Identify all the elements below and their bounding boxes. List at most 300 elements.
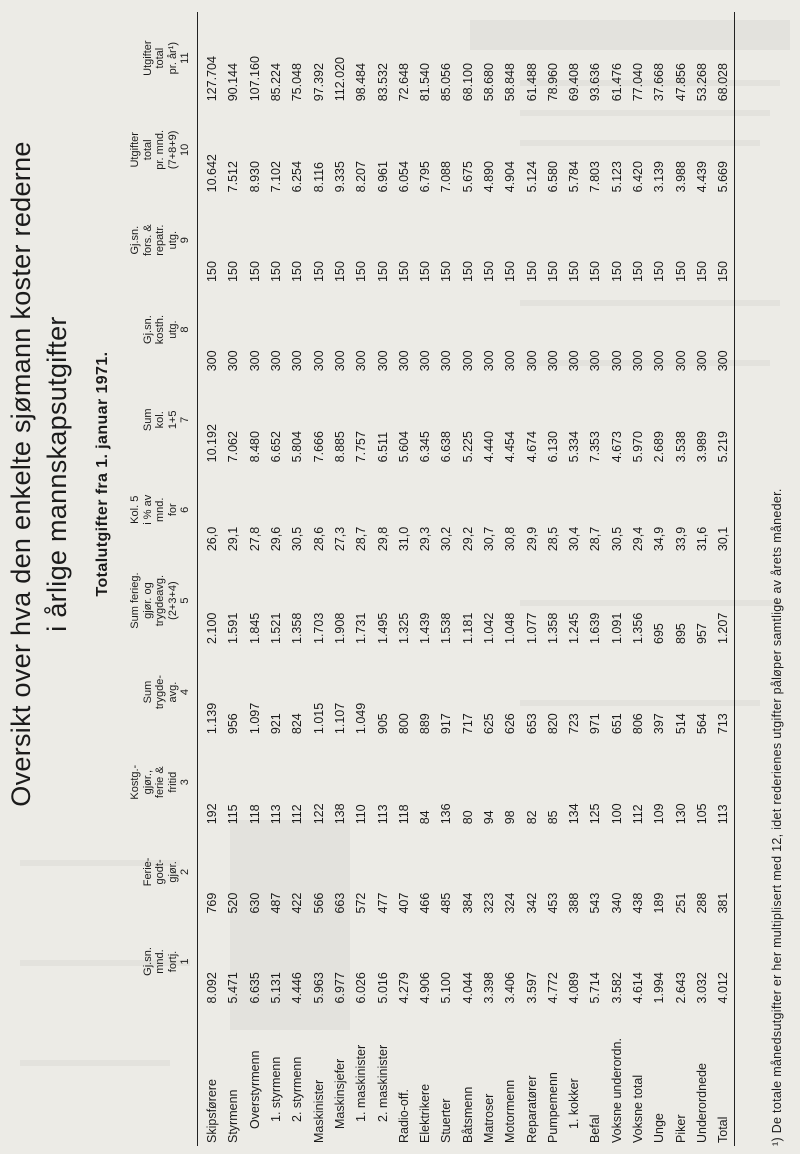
table-cell: 1.077	[524, 612, 539, 644]
table-cell: 466	[418, 892, 433, 914]
table-cell: 438	[631, 892, 646, 914]
table-cell: 300	[545, 350, 560, 372]
table-cell: 7.102	[269, 161, 284, 193]
header-line: kol.	[154, 411, 166, 429]
table-row	[478, 12, 499, 1146]
header-line: fortj.	[166, 950, 179, 973]
header-line: (2+3+4)	[166, 581, 179, 620]
table-cell: 5.124	[524, 161, 539, 193]
table-cell: 625	[482, 713, 496, 735]
table-cell: 127.704	[205, 56, 220, 102]
table-cell: 83.532	[375, 63, 390, 102]
table-cell: 4.904	[503, 161, 518, 193]
table-cell: 110	[354, 804, 369, 825]
table-cell: 340	[609, 892, 624, 914]
table-cell: 1.091	[609, 612, 624, 644]
table-cell: 4.772	[545, 972, 560, 1004]
table-cell: 3.582	[609, 972, 624, 1004]
table-cell: 69.408	[567, 63, 582, 102]
table-cell: 81.540	[418, 63, 433, 102]
table-row	[521, 12, 542, 1146]
table-cell: 1.591	[226, 612, 241, 644]
table-cell: 1.703	[311, 612, 326, 644]
table-row	[436, 12, 457, 1146]
table-cell: 84	[418, 810, 433, 825]
row-label: Voksne total	[631, 1074, 646, 1143]
table-row	[500, 12, 521, 1146]
table-cell: 8.116	[311, 161, 326, 193]
table-cell: 28,7	[354, 526, 369, 552]
table-cell: 30,7	[482, 526, 496, 552]
table-cell: 695	[652, 623, 667, 644]
table-cell: 300	[290, 350, 305, 372]
column-header-4	[125, 647, 197, 737]
header-line: ferie &	[154, 766, 166, 799]
table-row	[414, 12, 435, 1146]
table-cell: 100	[609, 803, 624, 825]
table-row	[713, 12, 735, 1146]
column-header-2	[125, 827, 197, 916]
table-row	[223, 12, 244, 1146]
table-cell: 514	[673, 713, 688, 735]
table-cell: 300	[567, 350, 582, 372]
table-row	[585, 12, 606, 1146]
document-title: Oversikt over hva den enkelte sjømann koster rederne	[6, 141, 36, 807]
row-label: 2. maskinister	[375, 1044, 390, 1122]
table-cell: 189	[652, 892, 667, 914]
table-cell: 6.026	[354, 972, 369, 1004]
table-cell: 150	[567, 261, 582, 282]
table-cell: 5.804	[290, 431, 305, 463]
row-label: Radio-off.	[396, 1089, 411, 1143]
table-cell: 6.580	[545, 161, 560, 193]
row-label: Maskinsjefer	[332, 1058, 347, 1129]
header-line: 3	[179, 779, 191, 786]
table-cell: 1.107	[332, 702, 347, 735]
table-cell: 7.062	[226, 431, 241, 463]
table-cell: 98	[503, 810, 518, 825]
table-cell: 28,6	[311, 526, 326, 552]
table-cell: 1.358	[545, 612, 560, 644]
table-cell: 8.207	[354, 161, 369, 193]
table-cell: 109	[652, 803, 667, 825]
table-cell: 905	[375, 713, 390, 735]
table-row	[351, 12, 372, 1146]
table-cell: 651	[609, 713, 624, 735]
table-cell: 543	[588, 892, 603, 914]
row-label: Overstyrmenn	[247, 1050, 262, 1129]
header-line: 1	[179, 958, 191, 965]
table-cell: 300	[439, 350, 454, 372]
table-cell: 572	[354, 892, 369, 914]
table-cell: 150	[375, 261, 390, 282]
table-cell: 300	[247, 350, 262, 372]
row-label: Maskinister	[311, 1079, 326, 1143]
table-cell: 6.054	[396, 161, 411, 193]
table-cell: 29,2	[460, 526, 475, 552]
header-line: mnd.	[154, 949, 166, 974]
table-cell: 1.139	[205, 702, 220, 735]
table-cell: 5.334	[567, 431, 582, 463]
table-cell: 136	[439, 803, 454, 825]
table-cell: 300	[631, 350, 646, 372]
document-title-line-2: i årlige mannskapsutgifter	[42, 316, 72, 632]
table-cell: 150	[311, 261, 326, 282]
table-cell: 5.963	[311, 972, 326, 1004]
table-cell: 5.016	[375, 972, 390, 1004]
table-cell: 4.279	[396, 972, 411, 1004]
header-line: kosth.	[154, 314, 166, 345]
header-line: utg.	[166, 230, 179, 250]
table-cell: 5.123	[609, 161, 624, 193]
table-cell: 3.406	[503, 972, 518, 1004]
table-cell: 75.048	[290, 63, 305, 102]
table-cell: 8.885	[332, 431, 347, 463]
table-cell: 300	[713, 285, 735, 374]
header-line: pr. mnd.	[154, 129, 166, 170]
table-cell: 150	[482, 261, 496, 282]
table-cell: 10.642	[205, 154, 220, 193]
table-cell: 29,8	[375, 526, 390, 552]
table-cell: 300	[673, 350, 688, 372]
row-label: Voksne underordn.	[609, 1038, 624, 1143]
table-cell: 107.160	[247, 56, 262, 102]
table-cell: 150	[673, 261, 688, 282]
table-cell: 300	[588, 350, 603, 372]
table-cell: 1.049	[354, 702, 369, 735]
table-cell: 7.757	[354, 431, 369, 463]
table-cell: 8.930	[247, 161, 262, 193]
table-cell: 134	[567, 803, 582, 825]
table-cell: 28,5	[545, 526, 560, 552]
table-cell: 4.674	[524, 431, 539, 463]
table-cell: 630	[247, 892, 262, 914]
table-cell: 1.245	[567, 612, 582, 644]
table-cell: 4.439	[694, 161, 709, 193]
header-line: Gj.sn.	[129, 225, 141, 255]
column-header-7	[125, 374, 197, 465]
header-line: 1+5	[166, 410, 179, 430]
table-cell: 300	[332, 350, 347, 372]
table-cell: 150	[545, 261, 560, 282]
table-cell: 713	[713, 647, 735, 737]
table-row	[564, 12, 585, 1146]
table-cell: 112	[631, 804, 646, 825]
header-line: (7+8+9)	[166, 130, 179, 170]
table-cell: 150	[631, 261, 646, 282]
table-row	[372, 12, 393, 1146]
table-cell: 8.092	[205, 972, 220, 1004]
table-body	[197, 12, 734, 1146]
table-cell: 29,6	[269, 526, 284, 552]
table-cell: 2.100	[205, 612, 220, 644]
table-cell: 85.056	[439, 63, 454, 102]
header-line: mnd.	[154, 497, 166, 522]
table-cell: 150	[418, 261, 433, 282]
table-cell: 300	[226, 350, 241, 372]
table-cell: 288	[694, 892, 709, 914]
table-cell: 1.439	[418, 612, 433, 644]
table-cell: 626	[503, 713, 518, 735]
table-cell: 47.856	[673, 63, 688, 102]
table-cell: 58.848	[503, 63, 518, 102]
header-line: Utgifter	[141, 40, 154, 76]
header-line: total	[141, 139, 154, 161]
table-cell: 58.680	[482, 63, 496, 102]
table-cell: 4.044	[460, 972, 475, 1004]
header-line: Sum	[141, 680, 154, 704]
table-cell: 1.207	[713, 554, 735, 647]
row-label: Pumpemenn	[545, 1072, 560, 1143]
table-cell: 118	[247, 804, 262, 825]
table-cell: 150	[354, 261, 369, 282]
table-cell: 7.803	[588, 161, 603, 193]
table-cell: 61.476	[609, 63, 624, 102]
header-line: for	[166, 503, 179, 517]
table-cell: 30,5	[609, 526, 624, 552]
table-cell: 6.254	[290, 161, 305, 193]
table-cell: 53.268	[694, 63, 709, 102]
header-line: trygdeavg.	[154, 574, 166, 627]
table-cell: 29,9	[524, 526, 539, 552]
table-cell: 1.356	[631, 612, 646, 644]
table-cell: 4.454	[503, 431, 518, 463]
table-cell: 663	[332, 892, 347, 914]
table-cell: 388	[567, 892, 582, 914]
table-cell: 5.100	[439, 972, 454, 1004]
row-label: Skipsførere	[205, 1079, 220, 1143]
table-cell: 300	[460, 350, 475, 372]
table-cell: 105	[694, 803, 709, 825]
table-cell: 717	[460, 713, 475, 735]
table-cell: 29,4	[631, 526, 646, 552]
header-line: Gj.sn.	[141, 315, 154, 344]
table-cell: 323	[482, 892, 496, 914]
table-row	[457, 12, 478, 1146]
table-row	[197, 12, 223, 1146]
table-cell: 957	[694, 623, 709, 644]
table-cell: 4.614	[631, 972, 646, 1004]
table-row	[329, 12, 350, 1146]
header-line: Sum	[141, 408, 154, 432]
table-cell: 90.144	[226, 63, 241, 102]
header-line: Sum ferieg.	[129, 572, 141, 629]
table-cell: 150	[694, 261, 709, 282]
table-cell: 889	[418, 713, 433, 735]
header-line: Gj.sn.	[141, 947, 154, 976]
table-cell: 895	[673, 623, 688, 644]
table-cell: 806	[631, 713, 646, 735]
table-cell: 27,3	[332, 526, 347, 552]
table-cell: 112.020	[332, 57, 347, 102]
table-cell: 653	[524, 713, 539, 735]
column-header-9	[125, 195, 197, 285]
header-line: 7	[179, 416, 191, 423]
row-label: Unge	[652, 1113, 667, 1143]
table-cell: 1.538	[439, 612, 454, 644]
table-cell: 94	[482, 810, 496, 825]
column-header-6	[125, 465, 197, 554]
header-line: avg.	[166, 681, 179, 703]
table-cell: 37.668	[652, 63, 667, 102]
table-cell: 485	[439, 892, 454, 914]
row-label: Båtsmenn	[460, 1086, 475, 1143]
table-cell: 453	[545, 892, 560, 914]
table-cell: 68.100	[460, 63, 475, 102]
table-cell: 125	[588, 803, 603, 825]
table-cell: 566	[311, 892, 326, 914]
table-row	[606, 12, 627, 1146]
table-cell: 6.130	[545, 431, 560, 463]
table-cell: 85.224	[269, 63, 284, 102]
table-cell: 1.845	[247, 612, 262, 644]
table-cell: 300	[354, 350, 369, 372]
table-cell: 300	[375, 350, 390, 372]
table-cell: 1.042	[482, 612, 496, 644]
table-cell: 407	[396, 892, 411, 914]
table-cell: 1.181	[460, 612, 475, 644]
table-cell: 10.192	[205, 424, 220, 463]
table-cell: 4.890	[482, 161, 496, 193]
table-cell: 192	[205, 803, 220, 825]
table-cell: 1.358	[290, 612, 305, 644]
header-line: Utgifter	[129, 132, 141, 168]
table-cell: 1.639	[588, 612, 603, 644]
table-cell: 3.597	[524, 972, 539, 1004]
table-cell: 7.666	[311, 431, 326, 463]
table-cell: 150	[396, 261, 411, 282]
table-cell: 2.689	[652, 431, 667, 463]
table-cell: 4.089	[567, 972, 582, 1004]
table-cell: 7.512	[226, 161, 241, 193]
header-line: 6	[179, 506, 191, 513]
table-cell: 150	[269, 261, 284, 282]
table-cell: 3.139	[652, 161, 667, 193]
table-cell: 80	[460, 810, 475, 825]
table-cell: 5.669	[713, 104, 735, 195]
table-cell: 3.032	[694, 972, 709, 1004]
table-cell: 150	[226, 261, 241, 282]
row-label: Stuerter	[439, 1098, 454, 1143]
table-cell: 820	[545, 713, 560, 735]
row-label: 2. styrmenn	[290, 1056, 305, 1122]
table-cell: 3.538	[673, 431, 688, 463]
table-cell: 300	[694, 350, 709, 372]
table-cell: 28,7	[588, 526, 603, 552]
table-cell: 3.398	[482, 972, 496, 1004]
table-cell: 300	[311, 350, 326, 372]
table-row	[542, 12, 563, 1146]
table-cell: 33,9	[673, 526, 688, 552]
column-header-5	[125, 554, 197, 647]
table-cell: 115	[226, 804, 241, 825]
table-cell: 5.225	[460, 431, 475, 463]
table-cell: 26,0	[205, 526, 220, 552]
header-line: i % av	[141, 494, 154, 525]
table-cell: 1.521	[269, 612, 284, 644]
table-cell: 150	[332, 261, 347, 282]
header-line: gjør.	[166, 861, 179, 883]
row-label: Elektrikere	[418, 1083, 433, 1143]
table-row	[287, 12, 308, 1146]
table-cell: 98.484	[354, 63, 369, 102]
table-row	[649, 12, 670, 1146]
table-cell: 824	[290, 713, 305, 735]
footnote: ¹) De totale månedsutgifter er her multiplisert med 12, idet rederienes utgifter påløper samtlige av årets måneder.	[770, 488, 784, 1146]
table-cell: 9.335	[332, 161, 347, 193]
header-line: gjør.,	[141, 769, 154, 795]
table-cell: 30,8	[503, 526, 518, 552]
table-cell: 1.097	[247, 702, 262, 735]
header-line: 8	[179, 326, 191, 333]
table-cell: 1.994	[652, 972, 667, 1004]
table-cell: 300	[269, 350, 284, 372]
table-cell: 85	[545, 810, 560, 825]
table-cell: 78.960	[545, 63, 560, 102]
table-cell: 7.088	[439, 161, 454, 193]
header-line: utg.	[166, 320, 179, 339]
header-line: pr. år¹)	[166, 41, 179, 75]
row-label: 1. styrmenn	[269, 1056, 284, 1122]
table-cell: 917	[439, 713, 454, 735]
table-cell: 300	[205, 350, 220, 372]
column-header-1	[125, 917, 197, 1007]
table-cell: 118	[396, 804, 411, 825]
row-label: Matroser	[482, 1093, 496, 1143]
table-cell: 5.970	[631, 431, 646, 463]
table-cell: 150	[290, 261, 305, 282]
table-cell: 4.906	[418, 972, 433, 1004]
table-cell: 130	[673, 803, 688, 825]
table-cell: 6.420	[631, 161, 646, 193]
table-cell: 3.989	[694, 431, 709, 463]
table-cell: 384	[460, 892, 475, 914]
table-cell: 97.392	[311, 63, 326, 102]
table-cell: 6.345	[418, 431, 433, 463]
table-cell: 4.673	[609, 431, 624, 463]
table-cell: 422	[290, 892, 305, 914]
header-line: 9	[179, 237, 191, 244]
table-cell: 723	[567, 713, 582, 735]
header-row	[125, 12, 197, 1146]
table-cell: 300	[652, 350, 667, 372]
table-row	[393, 12, 414, 1146]
table-cell: 1.495	[375, 612, 390, 644]
table-cell: 34,9	[652, 526, 667, 552]
table-cell: 800	[396, 713, 411, 735]
table-cell: 113	[713, 737, 735, 827]
table-row	[691, 12, 712, 1146]
table-cell: 72.648	[396, 63, 411, 102]
row-label: 1. maskinister	[354, 1044, 369, 1122]
table-cell: 31,6	[694, 526, 709, 552]
column-header-occupation	[125, 1006, 197, 1146]
header-line: 4	[179, 688, 191, 696]
table-cell: 5.471	[226, 972, 241, 1004]
table-cell: 113	[269, 804, 284, 825]
table-cell: 4.012	[713, 917, 735, 1007]
header-line: gjør. og	[141, 582, 154, 619]
table-cell: 31,0	[396, 526, 411, 552]
table-cell: 6.652	[269, 431, 284, 463]
table-header	[125, 12, 197, 1146]
table-cell: 30,4	[567, 526, 582, 552]
table-cell: 30,1	[713, 465, 735, 554]
table-cell: 487	[269, 892, 284, 914]
table-cell: 6.795	[418, 161, 433, 193]
table-cell: 27,8	[247, 526, 262, 552]
table-subtitle: Totalutgifter fra 1. januar 1971.	[94, 351, 111, 597]
